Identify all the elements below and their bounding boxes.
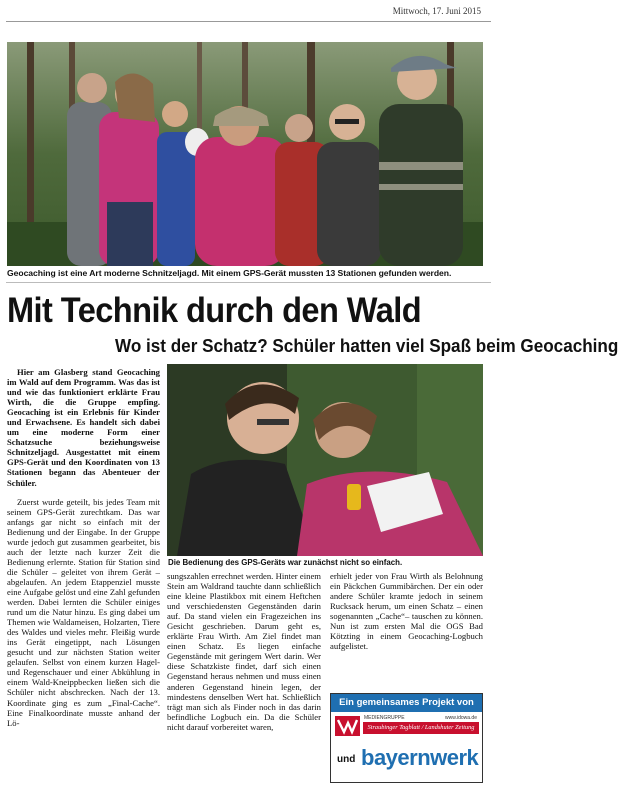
mediengruppe-logo — [335, 716, 360, 736]
caption-rule — [6, 282, 491, 283]
article-body-3: erhielt jeder von Frau Wirth als Belohnung ein Päckchen Gummibärchen. Der ein oder andere Schüler kramte jedoch in seinem Rucksack herum, um einen Schatz – einen sogenannten „Cache“– tauschen zu können. Nun ist zum ersten Mal die OGS Bad Kötzting in einem Geocaching-Logbuch aufgelistet. — [330, 571, 483, 652]
article-intro: Hier am Glasberg stand Geocaching im Wald auf dem Programm. Was das ist und wie das funktioniert erklärte Frau Wirth, die die Gruppe empfing. Geocaching ist ein Erlebnis für Kinder und Erwachsene. Es handelt sich dabei um eine moderne Form einer Schatzsuche beziehungsweise Schnitzeljagd. Ausgestattet mit einem GPS-Gerät und den Koordinaten von 13 Stationen begann das Abenteuer der Schüler. — [7, 367, 160, 488]
article-column-1 — [7, 367, 160, 728]
issue-date: Mittwoch, 17. Juni 2015 — [392, 6, 481, 16]
top-photo-caption: Geocaching ist eine Art moderne Schnitzeljagd. Mit einem GPS-Gerät mussten 13 Stationen gefunden werden. — [7, 268, 452, 278]
article-body-2: sungszahlen errechnet werden. Hinter einem Stein am Waldrand tauchte dann schließlich eine kleine Plastikbox mit einem Heftchen und verschiedensten Gegenständen darin auf. Da stand vielen ein Fragezeichen ins Gesicht geschrieben. Darum geht es, erklärte Frau Wirth. Am Ziel findet man einen Schatz. Es liegen einfache Gegenstände mit geringem Wert darin. Wer diese Schatzkiste findet, darf sich einen Gegenstand heraus nehmen und muss einen anderen Gegenstand hinein legen, der mindestens denselben Wert hat. Schließlich trägt man sich als Finder noch in das darin befindliche Logbuch ein. Da die Schüler nicht darauf vorbereitet waren, — [167, 571, 321, 732]
header-rule — [6, 21, 491, 22]
article-subheadline: Wo ist der Schatz? Schüler hatten viel Spaß beim Geocaching — [115, 336, 618, 356]
gps-photo-caption: Die Bedienung des GPS-Geräts war zunächst nicht so einfach. — [168, 558, 403, 567]
group-photo — [7, 42, 483, 266]
sponsor-box — [330, 693, 483, 783]
article-body-1: Zuerst wurde geteilt, bis jedes Team mit seinem GPS-Gerät zurechtkam. Das war anfangs gar nicht so einfach mit der Bedienung und der Eingabe. In der Gruppe wurde jedoch gut zusammen gearbeitet, bis auch der letzte nach kurzer Zeit die Bedienung erlernte. Station für Station sind die Schüler – geleitet von ihrem Gerät – abgelaufen. An jedem Etappenziel musste eine Aufgabe gelöst und eine Zahl gefunden werden. Dabei lernten die Schüler einiges rund um die Natur hinzu. Es ging dabei um Themen wie Waldameisen, Holzarten, Tiere des Waldes und vieles mehr. Fleißig wurde ins Gerät eingetippt, nach Lösungen gesucht und zur nächsten Station weiter gelaufen. Selbst von einem kurzen Hagel- und Regenschauer und einer Abkühlung in einem Wald-Kneippbecken ließen sich die Schüler nicht abschrecken. Nach der 13. Koordinate ging es zum „Final-Cache“. Eine Finalkoordinate musste anhand der Lö- — [7, 496, 160, 728]
newspaper-names: Straubinger Tagblatt / Landshuter Zeitung — [363, 722, 479, 734]
gps-photo — [167, 364, 483, 556]
sponsor-header: Ein gemeinsames Projekt von — [331, 694, 482, 712]
article-headline: Mit Technik durch den Wald — [7, 291, 422, 330]
sponsor-and: und — [337, 754, 356, 765]
article-column-3 — [330, 571, 483, 651]
article-column-2 — [167, 571, 321, 732]
mediengruppe-label: MEDIENGRUPPE — [364, 715, 405, 721]
sponsor-url: www.idowa.de — [445, 715, 477, 721]
bayernwerk-logo: bayernwerk — [361, 745, 479, 770]
